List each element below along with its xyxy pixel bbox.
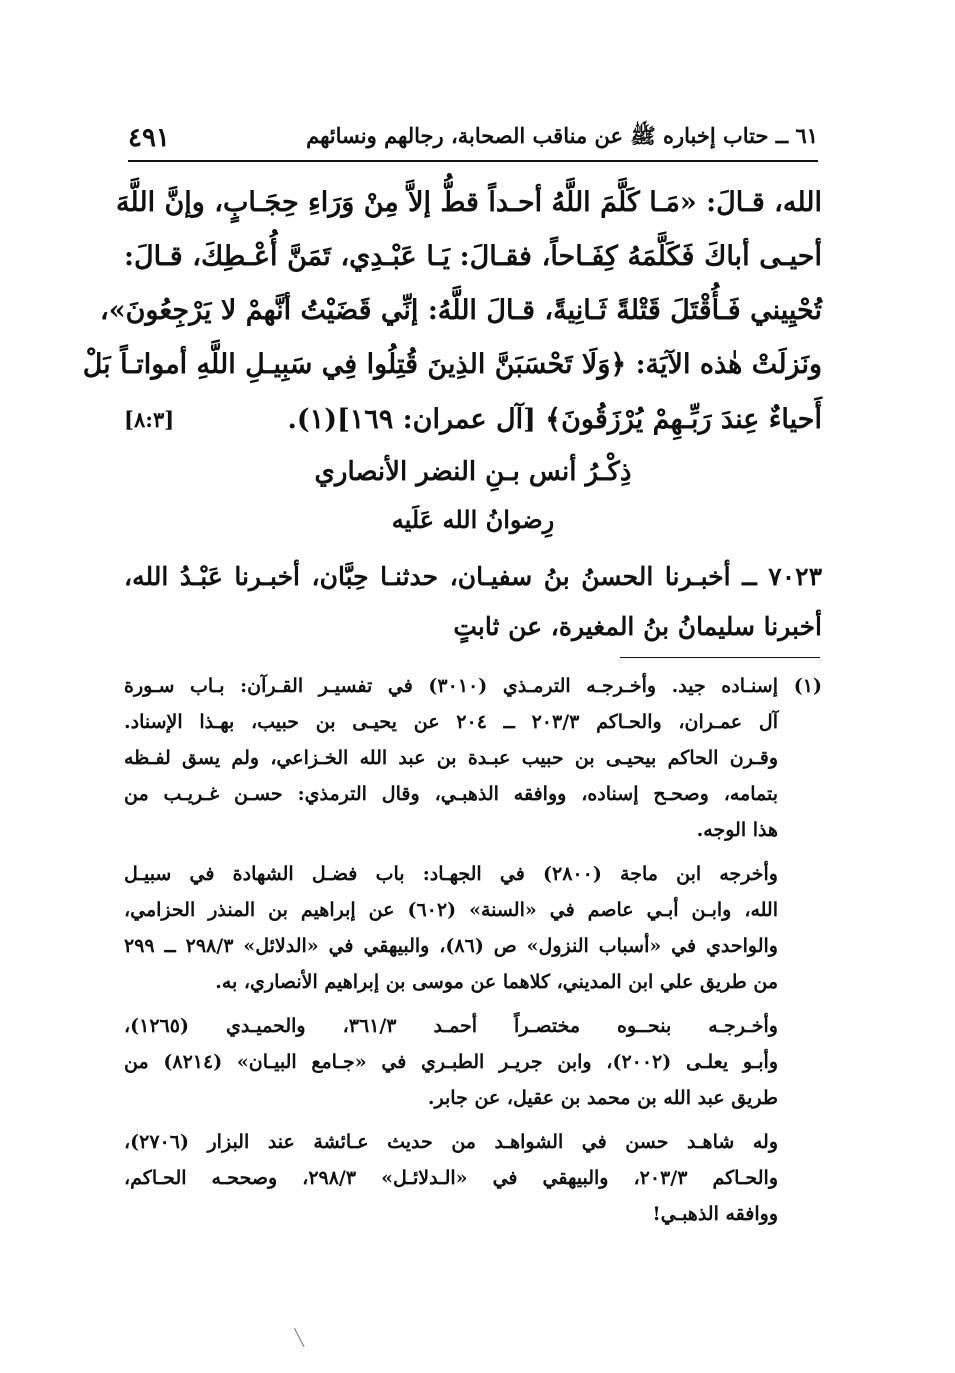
hadith-text [124, 552, 822, 652]
text-line: تُحْيِيني فَـأُقْتَلَ قَتْلةً ثَـانِيةً، قـالَ اللَّهُ: إنِّي قَضَيْتُ أنَّهمْ لا يَرْجِعُونَ»، [100, 295, 822, 326]
text-line: الله، قـالَ: «مَـا كَلَّمَ اللَّهُ أحـداً قطُّ إلاَّ مِنْ وَرَاءِ حِجَـابٍ، وإنَّ اللَّهَ [115, 187, 822, 218]
section-subtitle: رِضوانُ الله عَلَيه [391, 505, 555, 534]
hadith-line: ٧٠٢٣ ــ أخبـرنا الحسنُ بنُ سفيـان، حدثنـا حِبَّان، أخبـرنا عَبْـدُ الله، [124, 562, 822, 591]
footnote-line: آل عمـران، والحـاكم ٢٠٣/٣ ــ ٢٠٤ عن يحيـى بن حبيب، بهـذا الإسناد. [124, 711, 778, 733]
footnote-line: بتمامه، وصحـح إسناده، ووافقه الذهبـي، وقال الترمذي: حسـن غـريـب من [124, 783, 778, 805]
text-line-with-reference [124, 392, 822, 446]
source-reference: [٨:٣] [124, 406, 175, 432]
footnote-line: وأبـو يعلـى (٢٠٠٢)، وابن جريـر الطبـري في «جـامع البيـان» (٨٢١٤) من [124, 1051, 778, 1073]
footnote-line: وأخـرجـه بنحــوه مختصـراً أحمـد ٣٦١/٣، والحميـدي (١٢٦٥)، [124, 1015, 778, 1037]
footnote-line: هذا الوجه. [696, 819, 778, 841]
footnote-line: إسنـاده جيد. وأخـرجـه الترمـذي (٣٠١٠) في تفسيـر القـرآن: بـاب سـورة [124, 675, 778, 697]
footnote-line: من طريق علي ابن المديني، كلاهما عن موسى بن إبراهيم الأنصاري، به. [215, 971, 778, 993]
main-text [82, 176, 822, 446]
footnote-paragraph [124, 1124, 822, 1232]
footnote-paragraph [124, 1008, 822, 1116]
header-title: ٦١ ــ حتاب إخباره ﷺ عن مناقب الصحابة، رجالهم ونسائهم [306, 122, 818, 148]
footnote-line: ووافقه الذهبـي! [652, 1203, 778, 1225]
scan-mark: ╲ [294, 1328, 304, 1347]
running-header [128, 118, 818, 158]
footnote-line: والحـاكم ٢٠٣/٣، والبيهقي في «الـدلائـل» ٢٩٨/٣، وصححـه الحـاكم، [124, 1167, 778, 1189]
footnote-paragraph [124, 668, 822, 848]
section-title: ذِكْـرُ أنس بـنِ النضر الأنصاري [314, 457, 632, 487]
footnote-first-line [124, 668, 822, 704]
footnote-line: والواحدي في «أسباب النزول» ص (٨٦)، والبيهقي في «الدلائل» ٢٩٨/٣ ــ ٢٩٩ [124, 935, 778, 957]
footnote-paragraph [124, 856, 822, 1000]
header-rule [128, 160, 818, 162]
footnote-line: وقـرن الحاكم بيحيـى بن حبيب عبـدة بن عبد الله الخـزاعي، ولم يسق لفـظه [124, 747, 778, 769]
text-line: ونَزلَتْ هٰذه الآيَة: ﴿وَلَا تَحْسَبَنَّ الذِينَ قُتِلُوا فِي سَبِيـلِ اللَّهِ أمواتـاً بَلْ [82, 349, 822, 380]
text-line: أحيـى أباكَ فَكَلَّمَهُ كِفَـاحاً، فقـالَ: يَـا عَبْـدِي، تَمَنَّ أُعْـطِكَ، قـالَ: [124, 241, 822, 272]
footnote-marker: (١) [793, 675, 822, 697]
footnote-line: وأخرجه ابن ماجة (٢٨٠٠) في الجهـاد: باب فضـل الشهادة في سبيـل [124, 863, 778, 885]
hadith-line: أخبرنا سليمانُ بنُ المغيرة، عن ثابتٍ [453, 612, 822, 641]
text-line: أَحياءٌ عِندَ رَبِّـهِمْ يُرْزَقُونَ﴾ [آل عمران: ١٦٩](١). [287, 403, 822, 435]
footnote-line: الله، وابـن أبـي عاصم في «السنة» (٦٠٢) عن إبراهيم بن المنذر الحزامي، [124, 899, 778, 921]
footnote-separator [620, 657, 820, 658]
footnote-line: طريق عبد الله بن محمد بن عقيل، عن جابر. [427, 1087, 778, 1109]
page-number: ٤٩١ [128, 123, 170, 153]
footnote-line: وله شاهـد حسن في الشواهـد من حديث عـائشة عند البزار (٢٧٠٦)، [124, 1131, 778, 1153]
footnotes [124, 668, 822, 1232]
